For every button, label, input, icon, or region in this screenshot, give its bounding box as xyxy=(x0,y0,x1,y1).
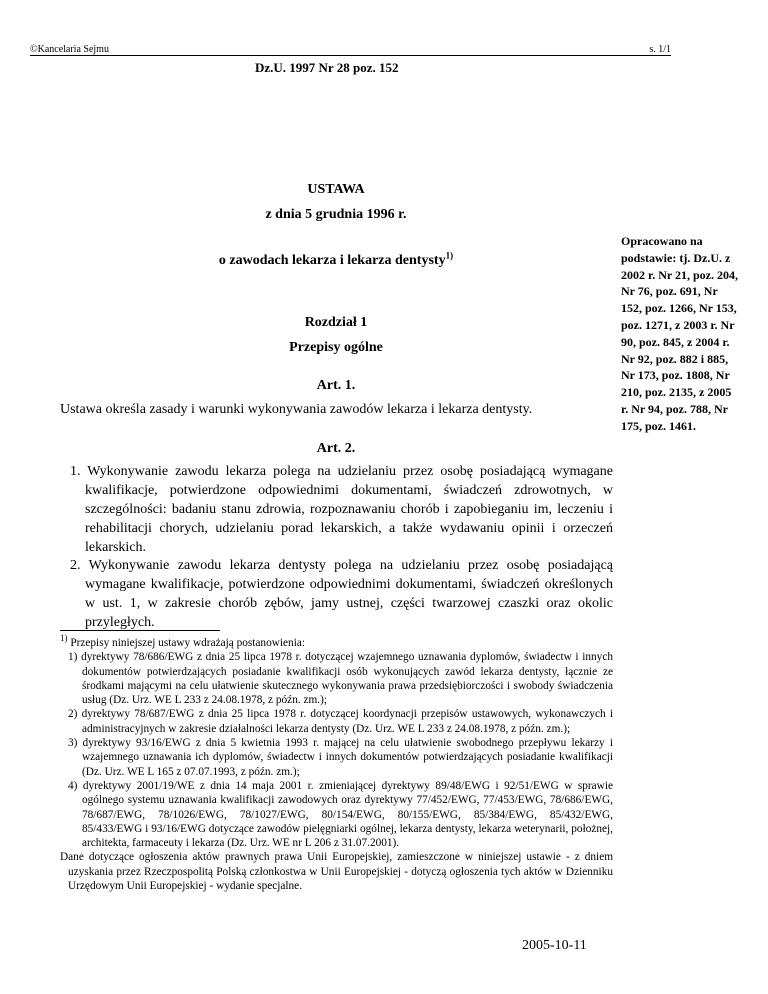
article-2-paragraph-1: 1. Wykonywanie zawodu lekarza polega na udzielaniu przez osobę posiadającą wymagane kwalifikacje, potwierdzone odpowiednimi dokumentami, świadczeń zdrowotnych, w szczególności: badaniu stanu zdrowia, rozpoznawaniu chorób i zapobieganiu im, leczeniu i rehabilitacji chorych, udzielaniu porad lekarskich, a także wydawaniu opinii i orzeczeń lekarskich. xyxy=(70,464,613,555)
journal-reference: Dz.U. 1997 Nr 28 poz. 152 xyxy=(255,60,399,75)
act-date: z dnia 5 grudnia 1996 r. xyxy=(265,207,407,222)
publisher-label: ©Kancelaria Sejmu xyxy=(30,44,109,55)
chapter-number: Rozdział 1 xyxy=(304,315,368,330)
article-1-heading: Art. 1. xyxy=(316,378,356,393)
article-2-paragraph-2: 2. Wykonywanie zawodu lekarza dentysty polega na udzielaniu przez osobę posiadającą wymagane kwalifikacje, potwierdzone odpowiednimi dokumentami, świadczeń określonych w ust. 1, w zakresie chorób zębów, jamy ustnej, części twarzowej czaszki oraz okolic przyległych. xyxy=(70,558,613,630)
footnote-reference[interactable]: 1) xyxy=(445,250,454,261)
article-2-heading: Art. 2. xyxy=(316,441,356,456)
act-title xyxy=(60,250,612,269)
act-type: USTAWA xyxy=(307,182,365,197)
footnote-item: 3) dyrektywy 93/16/EWG z dnia 5 kwietnia 1993 r. mającej na celu ułatwienie swobodnego przepływu lekarzy i wzajemnego uznawania ich dyplomów, świadectw i innych dokumentów potwierdzających posiadanie kwalifikacji (Dz. Urz. WE L 165 z 07.07.1993, z późn. zm.); xyxy=(68,737,613,778)
page-number: s. 1/1 xyxy=(649,44,671,55)
footnote-item: 4) dyrektywy 2001/19/WE z dnia 14 maja 2001 r. zmieniającej dyrektywy 89/48/EWG i 92/51/EWG w sprawie ogólnego systemu uznawania kwalifikacji zawodowych oraz dyrektywy 77/452/EWG, 77/453/EWG, 78/686/EWG, 78/687/EWG, 78/1026/EWG, 78/1027/EWG, 80/154/EWG, 80/155/EWG, 85/384/EWG, 85/432/EWG, 85/433/EWG i 93/16/EWG dotyczące zawodów pielęgniarki ogólnej, lekarza dentysty, lekarza weterynarii, położnej, architekta, farmaceuty i lekarza (Dz. Urz. WE nr L 206 z 31.07.2001). xyxy=(68,779,613,850)
footnote-item: 1) dyrektywy 78/686/EWG z dnia 25 lipca 1978 r. dotyczącej wzajemnego uznawania dyplomów, świadectw i innych dokumentów potwierdzających posiadanie kwalifikacji osób wykonujących zawód lekarza dentysty, łącznie ze środkami mającymi na celu ułatwienie skutecznego wykonywania prawa przedsiębiorczości i swobody świadczenia usług (Dz. Urz. WE L 233 z 24.08.1978, z późn. zm.); xyxy=(68,651,613,707)
footnote-divider xyxy=(60,630,220,631)
footnote-mark: 1) xyxy=(60,633,68,644)
source-note: Opracowano na podstawie: tj. Dz.U. z 2002 r. Nr 21, poz. 204, Nr 76, poz. 691, Nr 152, poz. 1266, Nr 153, poz. 1271, z 2003 r. Nr 90, poz. 845, z 2004 r. Nr 92, poz. 882 i 885, Nr 173, poz. 1808, Nr 210, poz. 2135, z 2005 r. Nr 94, poz. 788, Nr 175, poz. 1461. xyxy=(621,234,738,433)
footnote-item: 2) dyrektywy 78/687/EWG z dnia 25 lipca 1978 r. dotyczącej koordynacji przepisów ustawowych, wykonawczych i administracyjnych w zakresie działalności lekarza dentysty (Dz. Urz. WE L 233 z 24.08.1978, z późn. zm.); xyxy=(68,708,613,735)
footnote-intro xyxy=(60,633,613,650)
footnote-intro-text: Przepisy niniejszej ustawy wdrażają postanowienia: xyxy=(70,637,305,649)
footnote xyxy=(60,633,613,893)
act-title-text: o zawodach lekarza i lekarza dentysty xyxy=(218,253,446,268)
chapter-title: Przepisy ogólne xyxy=(289,340,383,355)
footnote-tail: Dane dotyczące ogłoszenia aktów prawnych prawa Unii Europejskiej, zamieszczone w niniejszej ustawie - z dniem uzyskania przez Rzeczpospolitą Polską członkostwa w Unii Europejskiej - dotyczą ogłoszenia tych aktów w Dzienniku Urzędowym Unii Europejskiej - wydanie specjalne. xyxy=(60,851,613,893)
article-1-text: Ustawa określa zasady i warunki wykonywania zawodów lekarza i lekarza dentysty. xyxy=(60,402,533,417)
footer-date: 2005-10-11 xyxy=(522,938,587,953)
header-divider xyxy=(30,55,671,56)
